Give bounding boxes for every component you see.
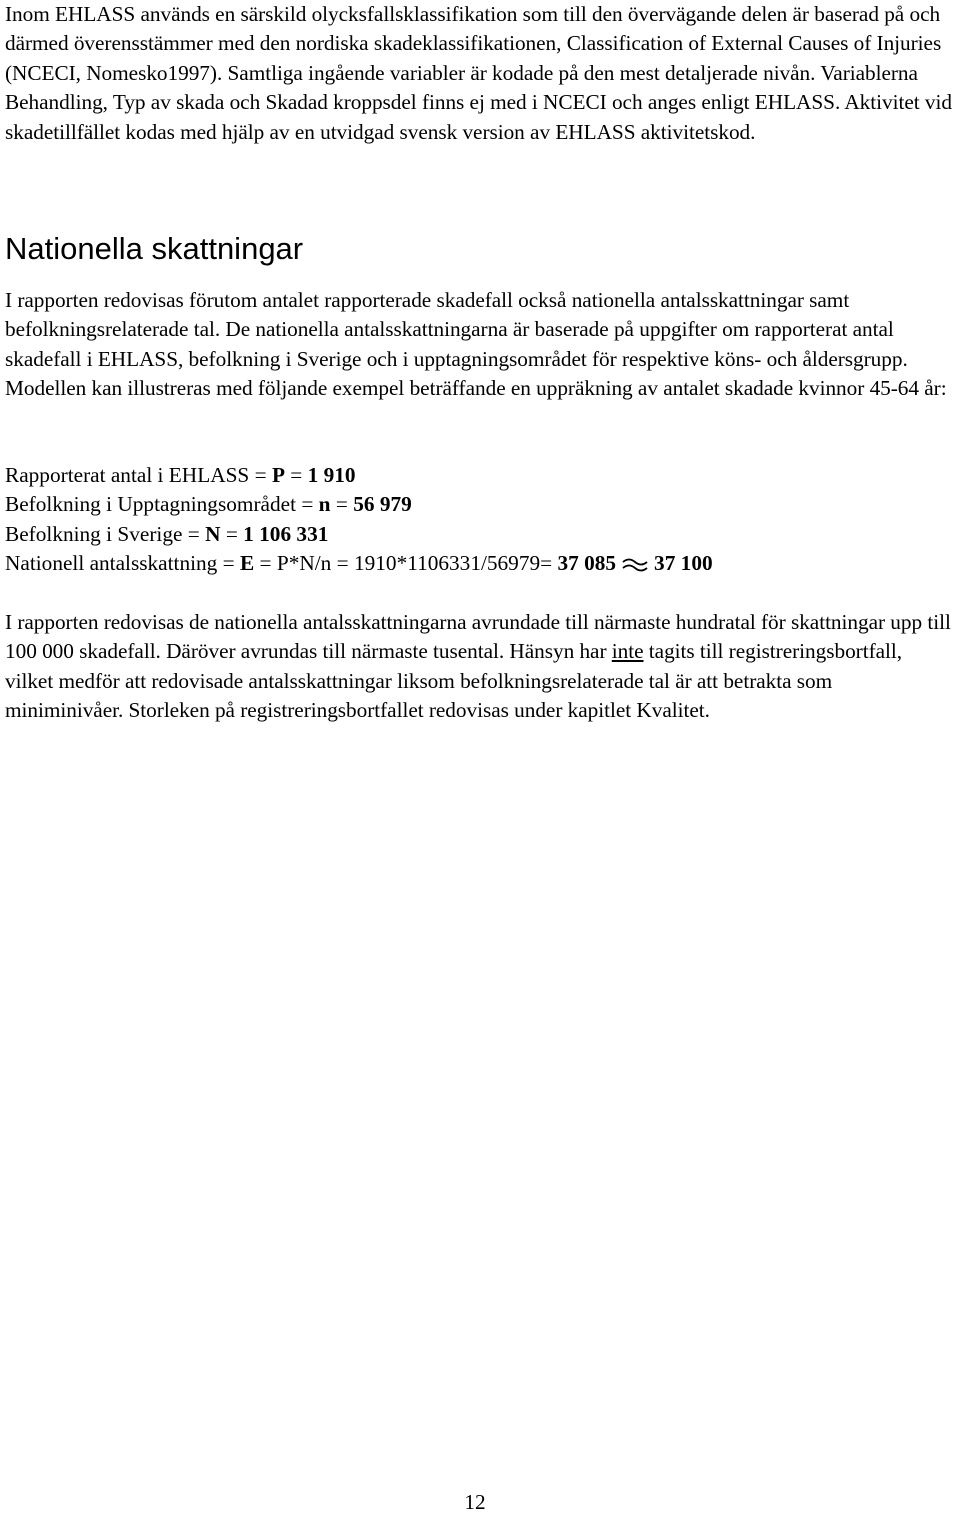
section-heading: Nationella skattningar bbox=[5, 231, 304, 266]
approximately-equal-icon bbox=[622, 556, 648, 572]
formula-line-sweden-population: Befolkning i Sverige = N = 1 106 331 bbox=[5, 521, 329, 546]
page-number: 12 bbox=[464, 1490, 486, 1514]
underlined-word: inte bbox=[611, 639, 644, 664]
formula-line-catchment-population: Befolkning i Upptagningsområdet = n = 56 979 bbox=[5, 492, 412, 517]
formula-line-national-estimate: Nationell antalsskattning = E = P*N/n = 1910*1106331/56979= 37 085 37 100 bbox=[5, 551, 713, 576]
estimation-example bbox=[5, 461, 955, 579]
formula-line-reported: Rapporterat antal i EHLASS = P = 1 910 bbox=[5, 463, 356, 487]
closing-paragraph: I rapporten redovisas de nationella antalsskattningarna avrundade till närmaste hundratal för skattningar upp till 100 000 skadefall. Däröver avrundas till närmaste tusental. Hänsyn har inte tagits till registreringsbortfall, vilket medför att redovisade antalsskattningar liksom befolkningsrelaterade tal är att betrakta som miniminivåer. Storleken på registreringsbortfallet redovisas under kapitlet Kvalitet. bbox=[5, 610, 951, 723]
section-paragraph: I rapporten redovisas förutom antalet rapporterade skadefall också nationella antalsskattningar samt befolkningsrelaterade tal. De nationella antalsskattningarna är baserade på uppgifter om rapporterat antal skadefall i EHLASS, befolkning i Sverige och i upptagningsområdet för respektive köns- och åldersgrupp. Modellen kan illustreras med följande exempel beträffande en uppräkning av antalet skadade kvinnor 45-64 år: bbox=[5, 288, 947, 401]
intro-paragraph: Inom EHLASS används en särskild olycksfallsklassifikation som till den övervägande delen är baserad på och därmed överensstämmer med den nordiska skadeklassifikationen, Classification of External Causes of Injuries (NCECI, Nomesko1997). Samtliga ingående variabler är kodade på den mest detaljerade nivån. Variablerna Behandling, Typ av skada och Skadad kroppsdel finns ej med i NCECI och anges enligt EHLASS. Aktivitet vid skadetillfället kodas med hjälp av en utvidgad svensk version av EHLASS aktivitetskod. bbox=[5, 2, 952, 144]
